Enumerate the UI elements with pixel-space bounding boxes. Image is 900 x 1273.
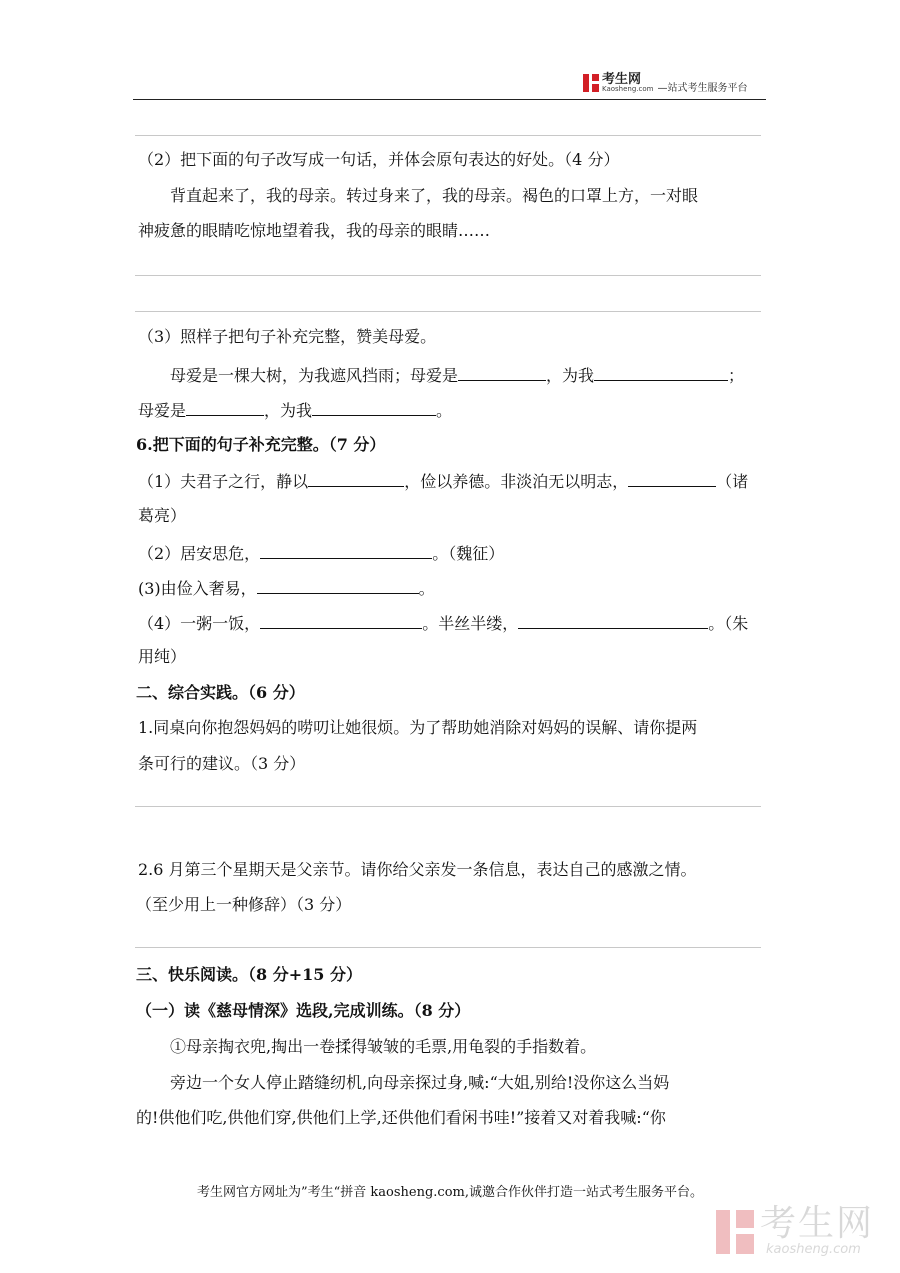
watermark-name: 考生网 (760, 1203, 875, 1244)
q6-text: （2）居安思危， (138, 544, 261, 563)
watermark-domain: kaosheng.com (766, 1242, 861, 1257)
q6-s1 (138, 470, 748, 492)
reading-paragraph-2-line2: 的!供他们吃,供他们穿,供他们上学,还供他们看闲书哇!”接着又对着我喊:“你 (136, 1108, 666, 1127)
q2-passage-line2: 神疲惫的眼睛吃惊地望着我，我的母亲的眼睛…… (138, 221, 491, 240)
q6-text: ，俭以养德。非淡泊无以明志， (404, 472, 629, 491)
q6-text: (3)由俭入奢易， (138, 579, 257, 598)
q6-s1-author: 葛亮） (138, 506, 187, 525)
header-logo (583, 71, 748, 94)
fill-blank[interactable] (260, 542, 432, 559)
answer-line (135, 275, 761, 276)
fill-blank[interactable] (312, 399, 436, 416)
q6-text: 。半丝半缕， (422, 614, 519, 633)
fill-blank[interactable] (458, 364, 546, 381)
kaosheng-logo-icon (583, 74, 599, 92)
answer-line (135, 806, 761, 807)
q3-line2 (138, 399, 452, 421)
q6-s4-author: 用纯） (138, 647, 187, 666)
q2-prompt: （2）把下面的句子改写成一句话，并体会原句表达的好处。（4 分） (138, 150, 620, 169)
kaosheng-watermark-icon (716, 1210, 754, 1254)
q3-line1 (170, 364, 744, 386)
section2-title: 二、综合实践。（6 分） (136, 683, 305, 702)
fill-blank[interactable] (308, 470, 404, 487)
header-slogan: —站式考生服务平台 (657, 83, 748, 94)
q6-title: 6.把下面的句子补充完整。（7 分） (136, 435, 386, 454)
logo-domain: Kaosheng.com (602, 84, 654, 93)
reading-paragraph-2-line1: 旁边一个女人停止踏缝纫机,向母亲探过身,喊:“大姐,别给!没你这么当妈 (170, 1073, 670, 1092)
q6-s3 (138, 577, 435, 599)
q6-text: （1）夫君子之行，静以 (138, 472, 309, 491)
fill-blank[interactable] (518, 612, 708, 629)
q6-text: 。（朱 (708, 614, 749, 633)
q6-text: 。 (418, 579, 435, 598)
q6-text: （4）一粥一饭， (138, 614, 261, 633)
fill-blank[interactable] (260, 612, 422, 629)
q3-text: ，为我 (264, 401, 313, 420)
fill-blank[interactable] (594, 364, 728, 381)
page-footer: 考生网官方网址为”考生“拼音 kaosheng.com,诚邀合作伙伴打造一站式考生服务平台。 (196, 1185, 703, 1200)
section2-q2-line2: （至少用上一种修辞）（3 分） (136, 895, 352, 914)
q3-text: 母爱是一棵大树，为我遮风挡雨；母爱是 (170, 366, 459, 385)
q6-text: 。（魏征） (432, 544, 505, 563)
fill-blank[interactable] (257, 577, 419, 594)
section2-q1-line1: 1.同桌向你抱怨妈妈的唠叨让她很烦。为了帮助她消除对妈妈的误解、请你提两 (138, 718, 698, 737)
answer-line (135, 135, 761, 136)
watermark (716, 1203, 875, 1257)
section3-title: 三、快乐阅读。（8 分+15 分） (136, 965, 362, 984)
q6-text: （诸 (716, 472, 749, 491)
q3-prompt: （3）照样子把句子补充完整，赞美母爱。 (138, 327, 437, 346)
section2-q2-line1: 2.6 月第三个星期天是父亲节。请你给父亲发一条信息，表达自己的感激之情。 (138, 860, 697, 879)
q3-text: ，为我 (546, 366, 595, 385)
logo-name: 考生网 (602, 71, 642, 87)
section3-subtitle: （一）读《慈母情深》选段,完成训练。（8 分） (136, 1001, 471, 1020)
answer-line (135, 947, 761, 948)
section2-q1-line2: 条可行的建议。（3 分） (138, 754, 306, 773)
fill-blank[interactable] (186, 399, 264, 416)
q6-s4 (138, 612, 748, 634)
q6-s2 (138, 542, 504, 564)
answer-line (135, 311, 761, 312)
q3-text: ； (728, 366, 745, 385)
header-divider (133, 99, 766, 100)
q3-text: 。 (436, 401, 453, 420)
reading-paragraph-1: ①母亲掏衣兜,掏出一卷揉得皱皱的毛票,用龟裂的手指数着。 (170, 1037, 597, 1056)
fill-blank[interactable] (628, 470, 716, 487)
q2-passage-line1: 背直起来了，我的母亲。转过身来了，我的母亲。褐色的口罩上方，一对眼 (170, 186, 699, 205)
q3-text: 母爱是 (138, 401, 187, 420)
